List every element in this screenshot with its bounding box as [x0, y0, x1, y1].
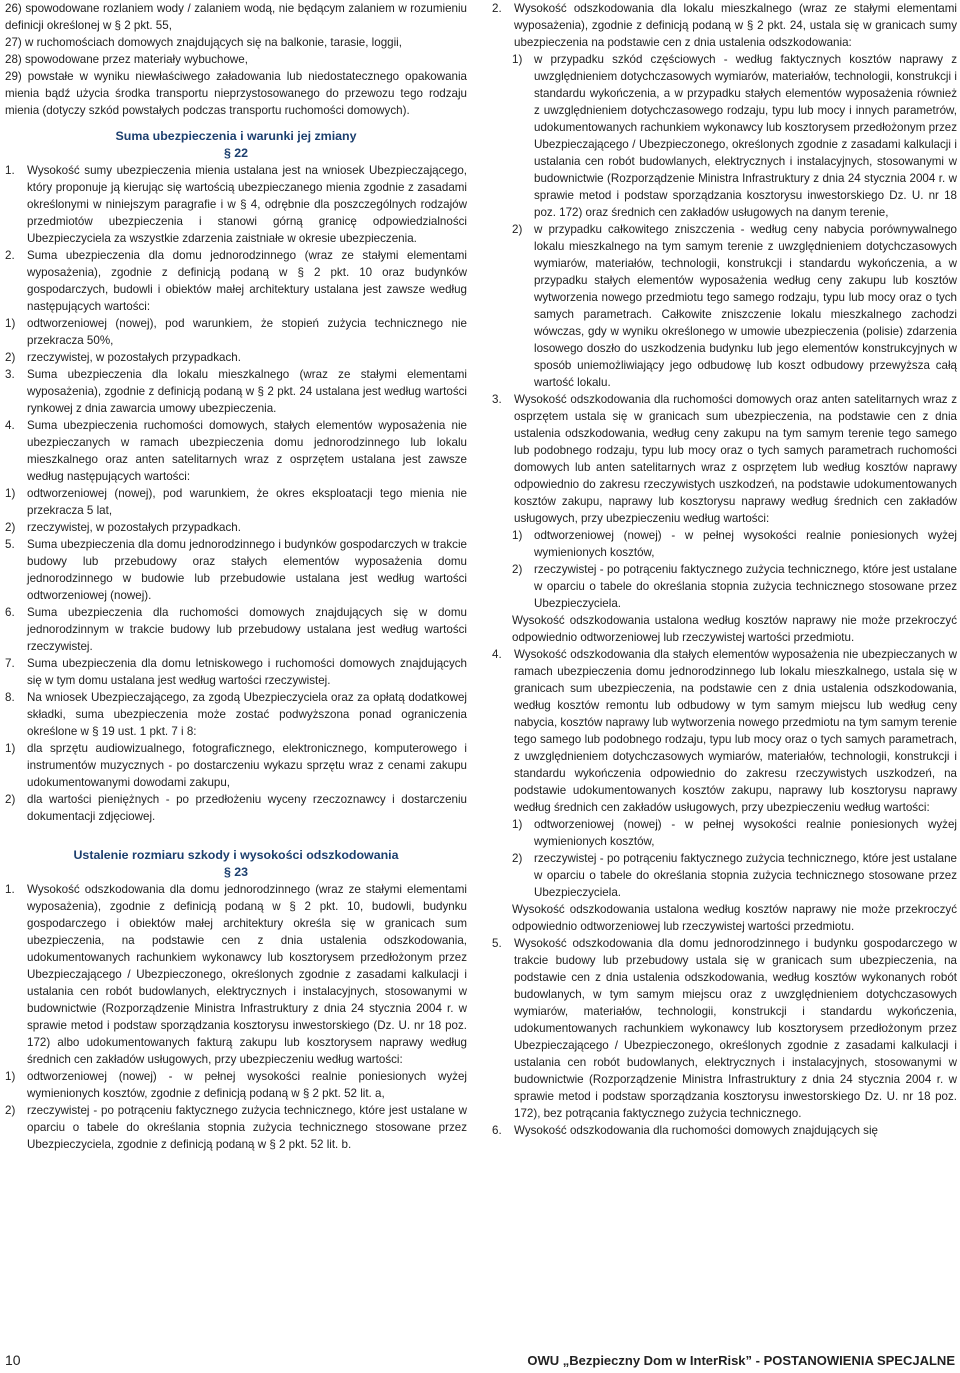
list-item: 1. Wysokość sumy ubezpieczenia mienia ustalana jest na wniosek Ubezpieczającego, który proponuje ją kierując się wartością ubezpieczanego mienia zgodnie z zasadami określonymi w niniejszym paragrafie i w § 4, odrębnie dla poszczególnych rodzajów przedmiotów ubezpieczenia i stanowi górną granicę odpowiedzialności Ubezpieczyciela za wszystkie zdarzenia zaistniałe w okresie ubezpieczenia. — [5, 164, 467, 245]
paragraph: Wysokość odszkodowania ustalona według kosztów naprawy nie może przekroczyć odpowiednio odtworzeniowej lub rzeczywistej wartości przedmiotu. — [512, 903, 957, 933]
list-item: 26) spowodowane rozlaniem wody / zalaniem wodą, nie będącym zalaniem w rozumieniu definicji określonej w § 2 pkt. 55, — [5, 2, 467, 32]
list-item: 3. Suma ubezpieczenia dla lokalu mieszkalnego (wraz ze stałymi elementami wyposażenia), zgodnie z definicją podaną w § 2 pkt. 24 ustalana jest według wartości rynkowej z dnia zawarcia umowy ubezpieczenia. — [5, 368, 467, 415]
list-item: 5. Suma ubezpieczenia dla domu jednorodzinnego i budynków gospodarczych w trakcie budowy lub przebudowy oraz stałych elementów wyposażenia domu jednorodzinnego w budowie lub przebudowie ustalana jest według wartości odtworzeniowej (nowej). — [5, 538, 467, 602]
paragraph: Wysokość odszkodowania ustalona według kosztów naprawy nie może przekroczyć odpowiednio odtworzeniowej lub rzeczywistej wartości przedmiotu. — [512, 614, 957, 644]
list-item: 1) odtworzeniowej (nowej) - w pełnej wysokości realnie poniesionych wyżej wymienionych kosztów, zgodnie z definicją podaną w § 2 pkt. 52 lit. a, — [5, 1070, 467, 1100]
section-23-number: § 23 — [223, 865, 249, 879]
list-item: 1) odtworzeniowej (nowej), pod warunkiem, że stopień zużycia technicznego nie przekracza 50%, — [5, 317, 467, 347]
list-item: 3. Wysokość odszkodowania dla ruchomości domowych oraz anten satelitarnych wraz z osprzętem ustala się w granicach sum ubezpieczenia, na podstawie cen z dnia ustalenia odszkodowania, według ceny zakupu na tym samym terenie tego samego lub podobnego rodzaju, typu lub mocy oraz o tych samych parametrach ruchomości domowych lub anten satelitarnych wraz z osprzętem lub według kosztów naprawy odpowiednio do zakresu rzeczywistych uszkodzeń, na podstawie udokumentowanych kosztów zakupu, naprawy lub kosztorysu naprawy według średnich cen zakładów usługowych, przy ubezpieczeniu według wartości: — [492, 393, 957, 525]
list-item: 2. Wysokość odszkodowania dla lokalu mieszkalnego (wraz ze stałymi elementami wyposażenia), zgodnie z definicją podaną w § 2 pkt. 24, ustala się w granicach sumy ubezpieczenia na podstawie cen z dnia ustalenia odszkodowania: — [492, 2, 957, 49]
list-item: 5. Wysokość odszkodowania dla domu jednorodzinnego i budynku gospodarczego w trakcie budowy lub przebudowy ustala się w granicach sum ubezpieczenia, na podstawie cen z dnia ustalenia odszkodowania, według kosztów wykonanych robót budowlanych, w tym samym miejscu oraz z uwzględnieniem dotychczasowych wymiarów, materiałów, technologii, konstrukcji i standardu wykończenia, udokumentowanych rachunkiem wykonawcy lub kosztorysem przedłożonym przez Ubezpieczającego / Ubezpieczonego, określonych zgodnie z zasadami kalkulacji i ustalania cen robót budowlanych, elektrycznych i instalacyjnych, stosowanymi w budownictwie (Rozporządzenie Ministra Infrastruktury z dnia 24 stycznia 2004 r. w sprawie metod i podstaw sporządzania kosztorysu inwestorskiego Dz. U. nr 18 poz. 172), bez potrącania faktycznego zużycia technicznego. — [492, 937, 957, 1120]
section-23-title: Ustalenie rozmiaru szkody i wysokości odszkodowania — [73, 848, 399, 862]
list-item: 1) odtworzeniowej (nowej) - w pełnej wysokości realnie poniesionych wyżej wymienionych kosztów, — [512, 529, 957, 559]
list-item: 6. Wysokość odszkodowania dla ruchomości domowych znajdujących się — [492, 1124, 878, 1137]
list-item: 1) dla sprzętu audiowizualnego, fotograficznego, elektronicznego, komputerowego i instrumentów muzycznych - po dostarczeniu wykazu sprzętu wraz z cenami zakupu udokumentowanymi dowodami zakupu, — [5, 742, 467, 789]
list-item: 2. Suma ubezpieczenia dla domu jednorodzinnego (wraz ze stałymi elementami wyposażenia), zgodnie z definicją podaną w § 2 pkt. 10 oraz budynków gospodarczych, budowli i obiektów małej architektury ustalana jest zawsze według następujących wartości: — [5, 249, 467, 313]
list-item: 1. Wysokość odszkodowania dla domu jednorodzinnego (wraz ze stałymi elementami wyposażenia), zgodnie z definicją podaną w § 2 pkt. 10, budowli, budynku gospodarczego i obiektów małej architektury określa się w granicach sum ubezpieczenia, na podstawie cen z dnia ustalenia odszkodowania, udokumentowanych rachunkiem wykonawcy lub kosztorysem przedłożonym przez Ubezpieczającego / Ubezpieczonego, określonych zgodnie z zasadami kalkulacji i ustalania cen robót budowlanych, elektrycznych i instalacyjnych, stosowanymi w budownictwie (Rozporządzenie Ministra Infrastruktury z dnia 24 stycznia 2004 r. w sprawie metod i podstaw sporządzania kosztorysu inwestorskiego (Dz. U. nr 18 poz. 172) albo udokumentowanych fakturą zakupu lub kosztorysem naprawy według średnich cen zakładów usługowych, przy ubezpieczeniu według wartości: — [5, 883, 467, 1066]
list-item: 1) w przypadku szkód częściowych - według faktycznych kosztów naprawy z uwzględnieniem dotychczasowych wymiarów, materiałów, technologii, konstrukcji i standardu wykończenia, a w przypadku stałych elementów wyposażenia również z uwzględnieniem dotychczasowego rodzaju, typu lub mocy i innych parametrów, udokumentowanych rachunkiem wykonawcy lub kosztorysem przedłożonym przez Ubezpieczającego / Ubezpieczonego, określonych zgodnie z zasadami kalkulacji i ustalania cen robót budowlanych, elektrycznych i instalacyjnych, stosowanymi w budownictwie (Rozporządzenie Ministra Infrastruktury z dnia 24 stycznia 2004 r. w sprawie metod i podstaw sporządzania kosztorysu inwestorskiego Dz. U. nr 18 poz. 172) oraz średnich cen zakładów usługowych na danym terenie, — [512, 53, 957, 219]
list-item: 4. Suma ubezpieczenia ruchomości domowych, stałych elementów wyposażenia nie ubezpieczanych w ramach ubezpieczenia domu jednorodzinnego lub lokalu mieszkalnego oraz anten satelitarnych wraz z osprzętem ustalana jest zawsze według następujących wartości: — [5, 419, 467, 483]
footer-title: OWU „Bezpieczny Dom w InterRisk” - POSTANOWIENIA SPECJALNE — [527, 1353, 955, 1368]
list-item: 2) rzeczywistej, w pozostałych przypadkach. — [5, 521, 241, 534]
section-22-number: § 22 — [223, 146, 249, 160]
list-item: 2) w przypadku całkowitego zniszczenia - według ceny nabycia porównywalnego lokalu mieszkalnego na tym samym terenie z uwzględnieniem dotychczasowych wymiarów, materiałów, technologii, konstrukcji i standardu wykończenia, a w przypadku stałych elementów wyposażenia według ceny zakupu lub kosztów wytworzenia nowego przedmiotu tego samego rodzaju, typu lub mocy oraz o tych samych parametrach. Całkowite zniszczenie lokalu mieszkalnego zachodzi wówczas, gdy w wyniku określonego w umowie ubezpieczenia (polisie) zdarzenia losowego doszło do uszkodzenia budynku lub jego elementów konstrukcyjnych w sposób uniemożliwiający jego odbudowę lub koszt odbudowy przewyższa całą wartość lokalu. — [512, 223, 957, 389]
right-column — [492, 0, 957, 1139]
list-item: 4. Wysokość odszkodowania dla stałych elementów wyposażenia nie ubezpieczanych w ramach ubezpieczenia domu jednorodzinnego lub lokalu mieszkalnego, ustala się w granicach sum ubezpieczenia, na podstawie cen z dnia ustalenia odszkodowania, według kosztów remontu lub odbudowy w tym samym miejscu lub według ceny nabycia, kosztów naprawy lub wytworzenia nowego przedmiotu na tym samym terenie tego samego lub podobnego rodzaju, typu lub mocy oraz o tych samych parametrach, z uwzględnieniem dotychczasowych wymiarów, materiałów, technologii, konstrukcji i standardu wykończenia odpowiednio do zakresu rzeczywistych uszkodzeń, na podstawie udokumentowanych kosztów zakupu, naprawy lub kosztorysu naprawy według średnich cen zakładów usługowych, przy ubezpieczeniu według wartości: — [492, 648, 957, 814]
section-22-title: Suma ubezpieczenia i warunki jej zmiany — [115, 129, 357, 143]
list-item: 1) odtworzeniowej (nowej) - w pełnej wysokości realnie poniesionych wyżej wymienionych kosztów, — [512, 818, 957, 848]
list-item: 6. Suma ubezpieczenia dla ruchomości domowych znajdujących się w domu jednorodzinnym w trakcie budowy lub przebudowy ustalana jest według wartości rzeczywistej. — [5, 606, 467, 653]
list-item: 1) odtworzeniowej (nowej), pod warunkiem, że okres eksploatacji tego mienia nie przekracza 5 lat, — [5, 487, 467, 517]
list-item: 2) rzeczywistej, w pozostałych przypadkach. — [5, 351, 241, 364]
list-item: 2) rzeczywistej - po potrąceniu faktycznego zużycia technicznego, które jest ustalane w oparciu o tabele do określania stopnia zużycia technicznego stosowane przez Ubezpieczyciela. — [512, 563, 957, 610]
list-item: 2) dla wartości pieniężnych - po przedłożeniu wyceny rzeczoznawcy i dostarczeniu dokumentacji zdjęciowej. — [5, 793, 467, 823]
list-item: 8. Na wniosek Ubezpieczającego, za zgodą Ubezpieczyciela oraz za opłatą dodatkowej składki, suma ubezpieczenia może zostać podwyższona ponad ograniczenia określone w § 19 ust. 1 pkt. 7 i 8: — [5, 691, 467, 738]
list-item: 28) spowodowane przez materiały wybuchowe, — [5, 53, 248, 66]
page-number: 10 — [5, 1352, 21, 1368]
list-item: 27) w ruchomościach domowych znajdujących się na balkonie, tarasie, loggii, — [5, 36, 402, 49]
list-item: 2) rzeczywistej - po potrąceniu faktycznego zużycia technicznego, które jest ustalane w oparciu o tabele do określania stopnia zużycia technicznego stosowane przez Ubezpieczyciela. — [512, 852, 957, 899]
left-column — [5, 0, 467, 1153]
list-item: 7. Suma ubezpieczenia dla domu letniskowego i ruchomości domowych znajdujących się w tym domu ustalana jest według wartości rzeczywistej. — [5, 657, 467, 687]
list-item: 2) rzeczywistej - po potrąceniu faktycznego zużycia technicznego, które jest ustalane w oparciu o tabele do określania stopnia zużycia technicznego stosowane przez Ubezpieczyciela, zgodnie z definicją podaną w § 2 pkt. 52 lit. b. — [5, 1104, 467, 1151]
list-top — [5, 0, 467, 119]
list-item: 29) powstałe w wyniku niewłaściwego załadowania lub niedostatecznego opakowania mienia bądź użycia środka transportu nieprzystosowanego do przewozu tego rodzaju mienia (dotyczy szkód powstałych podczas transportu ruchomości domowych). — [5, 70, 467, 117]
